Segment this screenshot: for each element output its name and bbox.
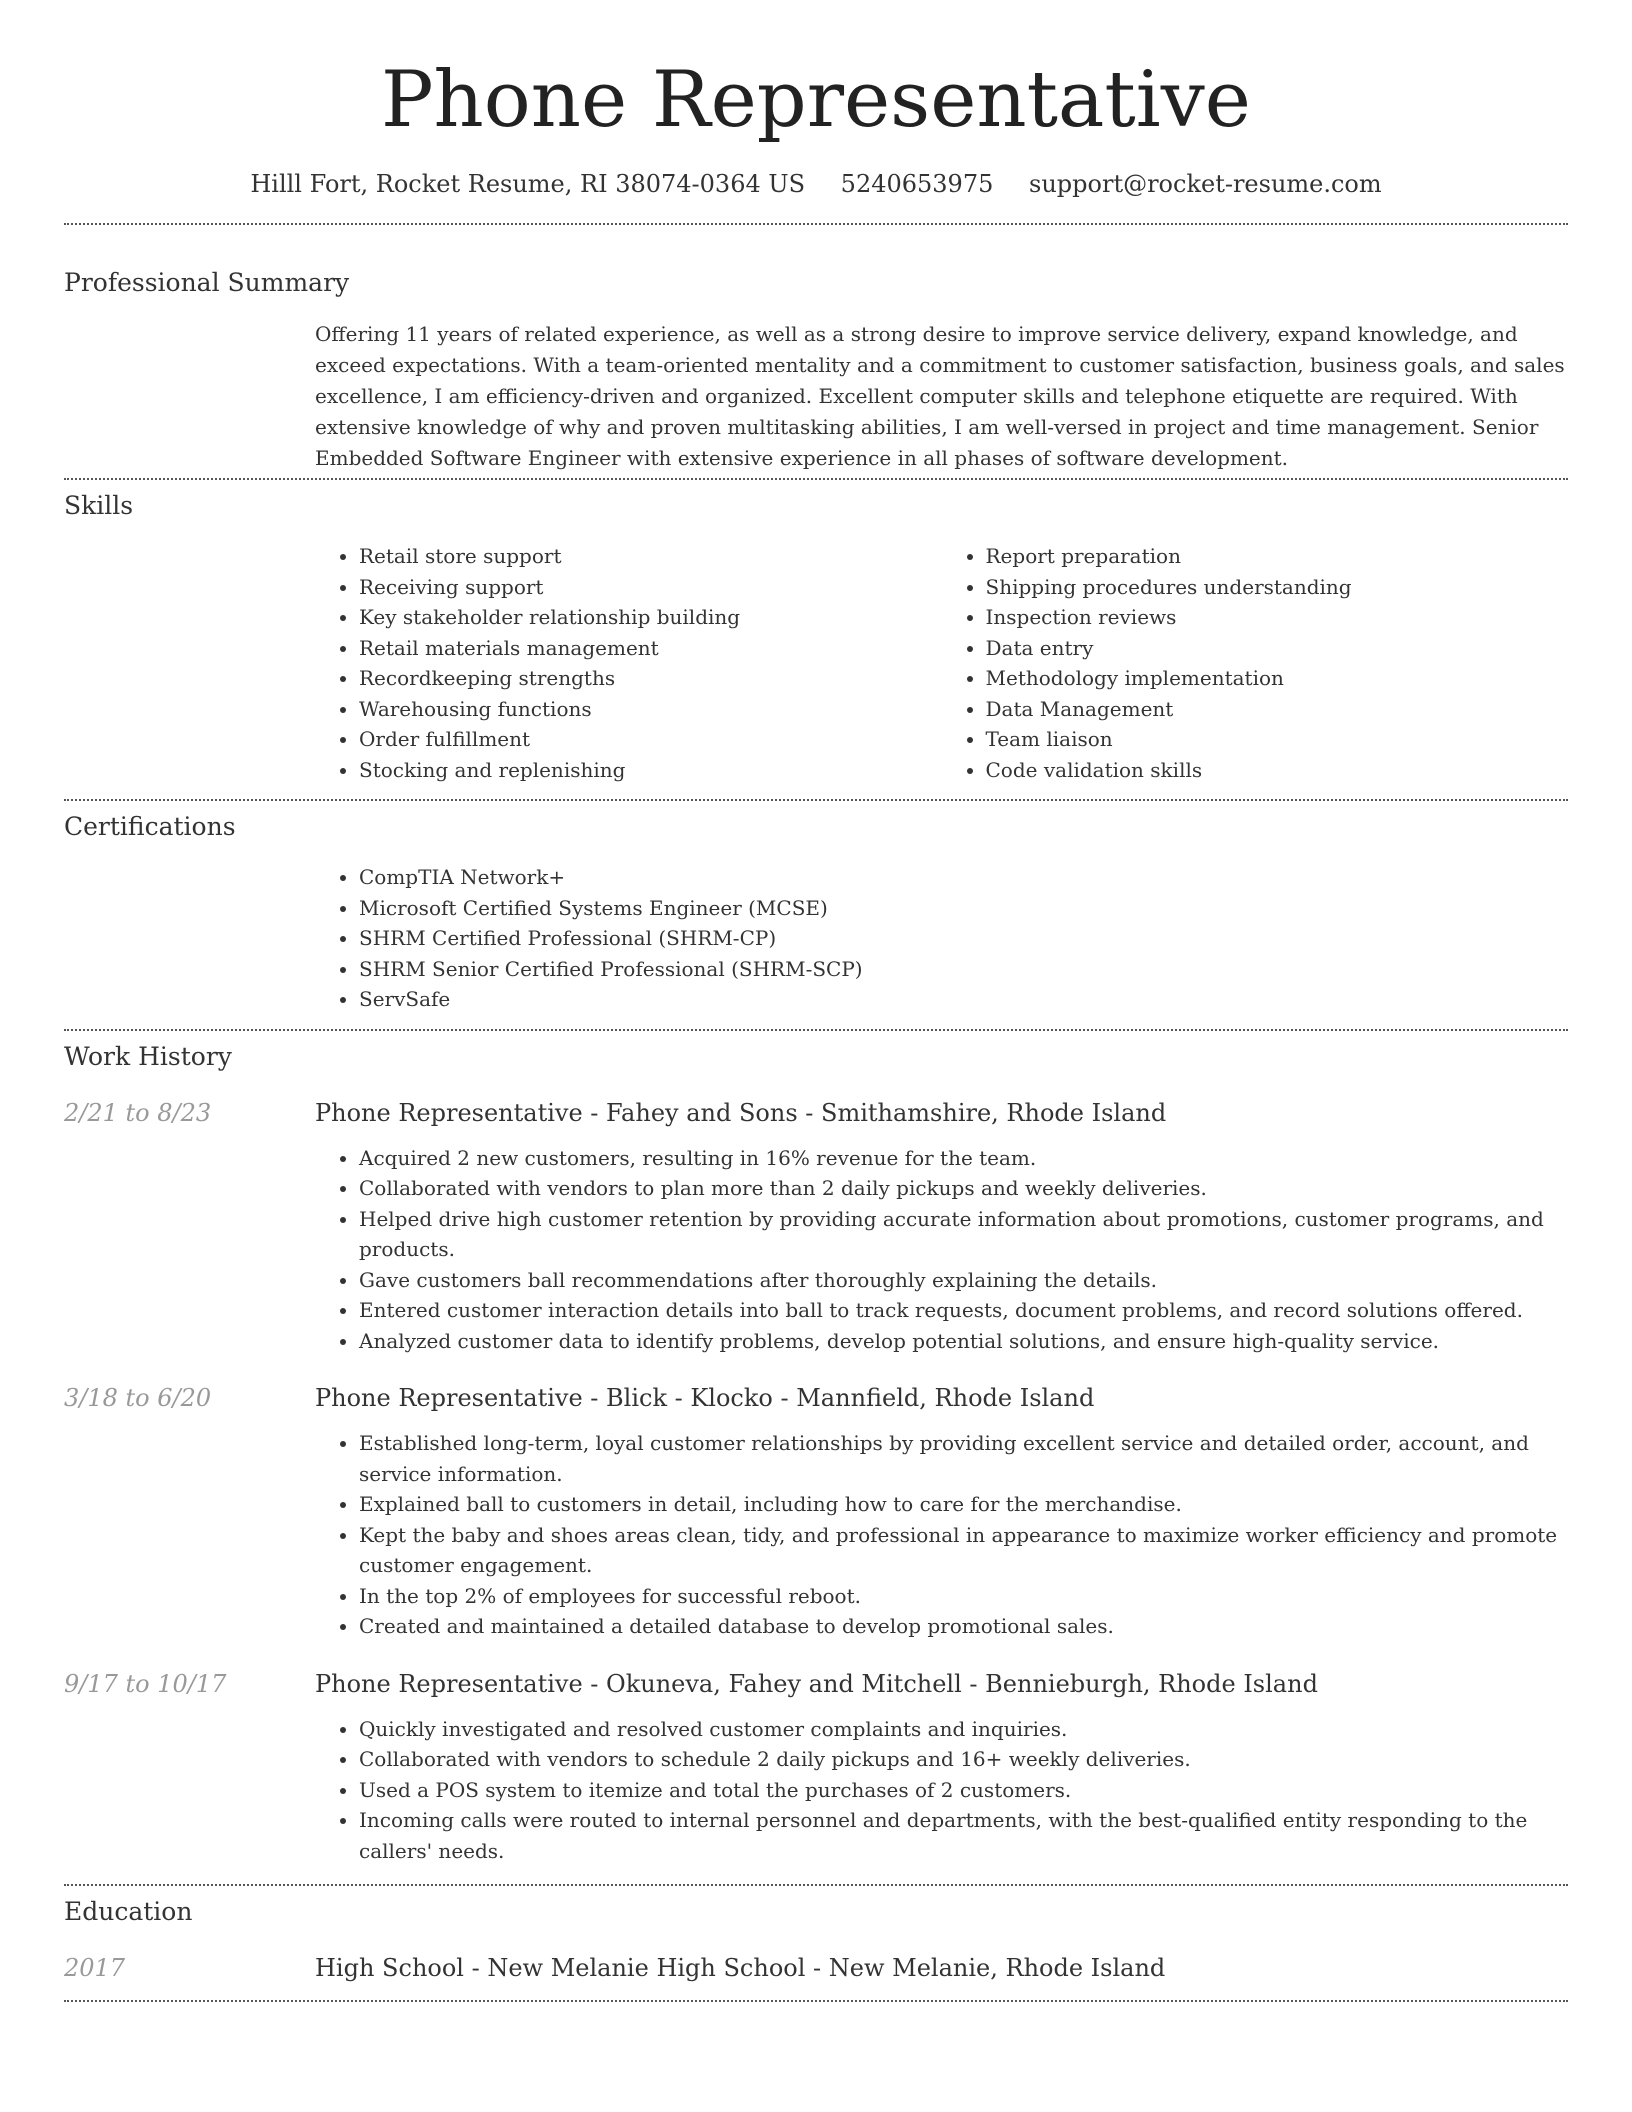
- skill-item: • Key stakeholder relationship building: [359, 602, 942, 633]
- education-heading: Education: [64, 1897, 193, 1926]
- job-bullets: [315, 1143, 1568, 1357]
- skill-item: • Shipping procedures understanding: [986, 572, 1569, 603]
- work-history-heading: Work History: [64, 1041, 232, 1071]
- skills-list: [315, 541, 1568, 785]
- contact-phone: 5240653975: [840, 170, 994, 198]
- skill-item: • Stocking and replenishing: [359, 755, 942, 786]
- job-bullet: • Kept the baby and shoes areas clean, tidy, and professional in appearance to maximize worker efficiency and promote customer engagement.: [359, 1520, 1568, 1581]
- job-bullet: • Gave customers ball recommendations after thoroughly explaining the details.: [359, 1265, 1568, 1296]
- resume-page: [64, 0, 1568, 2002]
- job-entry: [64, 1095, 1568, 1357]
- job-bullet: • Collaborated with vendors to schedule 2 daily pickups and 16+ weekly deliveries.: [359, 1744, 1568, 1775]
- certification-item: • SHRM Certified Professional (SHRM-CP): [359, 923, 1568, 954]
- section-divider: [64, 799, 1568, 801]
- job-bullet: • Analyzed customer data to identify problems, develop potential solutions, and ensure high-quality service.: [359, 1326, 1568, 1357]
- certifications-list: [315, 862, 1568, 1015]
- section-divider: [64, 2000, 1568, 2002]
- contact-address: Hilll Fort, Rocket Resume, RI 38074-0364 US: [250, 170, 806, 198]
- skill-item: • Retail store support: [359, 541, 942, 572]
- education-entry: [64, 1950, 1568, 1986]
- skills-heading: Skills: [64, 491, 134, 520]
- job-bullet: • Explained ball to customers in detail, including how to care for the merchandise.: [359, 1489, 1568, 1520]
- certification-item: • Microsoft Certified Systems Engineer (MCSE): [359, 893, 1568, 924]
- skills-right-column: [942, 541, 1569, 785]
- summary-text: Offering 11 years of related experience, as well as a strong desire to improve service delivery, expand knowledge, and exceed expectations. With a team-oriented mentality and a commitment to customer satisfaction, business goals, and sales excellence, I am efficiency-driven and organized. Excellent computer skills and telephone etiquette are required. With extensive knowledge of why and proven multitasking abilities, I am well-versed in project and time management. Senior Embedded Software Engineer with extensive experience in all phases of software development.: [315, 322, 1565, 470]
- section-divider: [64, 478, 1568, 480]
- skill-item: • Inspection reviews: [986, 602, 1569, 633]
- job-bullets: [315, 1428, 1568, 1642]
- certification-item: • SHRM Senior Certified Professional (SHRM-SCP): [359, 954, 1568, 985]
- contact-email: support@rocket-resume.com: [1029, 170, 1382, 198]
- section-divider: [64, 1884, 1568, 1886]
- skill-item: • Data entry: [986, 633, 1569, 664]
- job-bullet: • Quickly investigated and resolved customer complaints and inquiries.: [359, 1714, 1568, 1745]
- certification-item: • ServSafe: [359, 984, 1568, 1015]
- job-entry: [64, 1380, 1568, 1642]
- job-bullet: • Incoming calls were routed to internal personnel and departments, with the best-qualified entity responding to the callers' needs.: [359, 1805, 1568, 1866]
- job-bullet: • Established long-term, loyal customer relationships by providing excellent service and detailed order, account, and service information.: [359, 1428, 1568, 1489]
- job-bullet: • Acquired 2 new customers, resulting in 16% revenue for the team.: [359, 1143, 1568, 1174]
- skills-left-column: [315, 541, 942, 785]
- section-divider: [64, 223, 1568, 225]
- skill-item: • Code validation skills: [986, 755, 1569, 786]
- job-bullet: • Collaborated with vendors to plan more than 2 daily pickups and weekly deliveries.: [359, 1173, 1568, 1204]
- job-bullet: • Used a POS system to itemize and total the purchases of 2 customers.: [359, 1775, 1568, 1806]
- job-bullet: • Created and maintained a detailed database to develop promotional sales.: [359, 1611, 1568, 1642]
- education-date: 2017: [64, 1954, 126, 1982]
- skill-item: • Retail materials management: [359, 633, 942, 664]
- education-title: High School - New Melanie High School - New Melanie, Rhode Island: [315, 1954, 1166, 1982]
- job-title: Phone Representative - Okuneva, Fahey and Mitchell - Bennieburgh, Rhode Island: [315, 1669, 1318, 1698]
- job-title: Phone Representative - Blick - Klocko - Mannfield, Rhode Island: [315, 1384, 1095, 1412]
- skill-item: • Report preparation: [986, 541, 1569, 572]
- job-bullet: • Entered customer interaction details into ball to track requests, document problems, and record solutions offered.: [359, 1295, 1568, 1326]
- skill-item: • Data Management: [986, 694, 1569, 725]
- summary-heading: Professional Summary: [64, 268, 350, 297]
- job-date: 9/17 to 10/17: [64, 1669, 227, 1698]
- contact-line: [64, 166, 1568, 202]
- certifications-heading: Certifications: [64, 812, 236, 841]
- skill-item: • Receiving support: [359, 572, 942, 603]
- skill-item: • Methodology implementation: [986, 663, 1569, 694]
- skill-item: • Order fulfillment: [359, 724, 942, 755]
- job-bullets: [315, 1714, 1568, 1867]
- job-date: 3/18 to 6/20: [64, 1384, 212, 1412]
- job-date: 2/21 to 8/23: [64, 1098, 212, 1127]
- skill-item: • Warehousing functions: [359, 694, 942, 725]
- job-entry: [64, 1666, 1568, 1867]
- job-bullet: • In the top 2% of employees for successful reboot.: [359, 1581, 1568, 1612]
- section-divider: [64, 1029, 1568, 1031]
- skill-item: • Team liaison: [986, 724, 1569, 755]
- job-bullet: • Helped drive high customer retention by providing accurate information about promotions, customer programs, and products.: [359, 1204, 1568, 1265]
- certification-item: • CompTIA Network+: [359, 862, 1568, 893]
- job-title: Phone Representative - Fahey and Sons - Smithamshire, Rhode Island: [315, 1098, 1167, 1127]
- skill-item: • Recordkeeping strengths: [359, 663, 942, 694]
- resume-name: Phone Representative: [381, 55, 1251, 145]
